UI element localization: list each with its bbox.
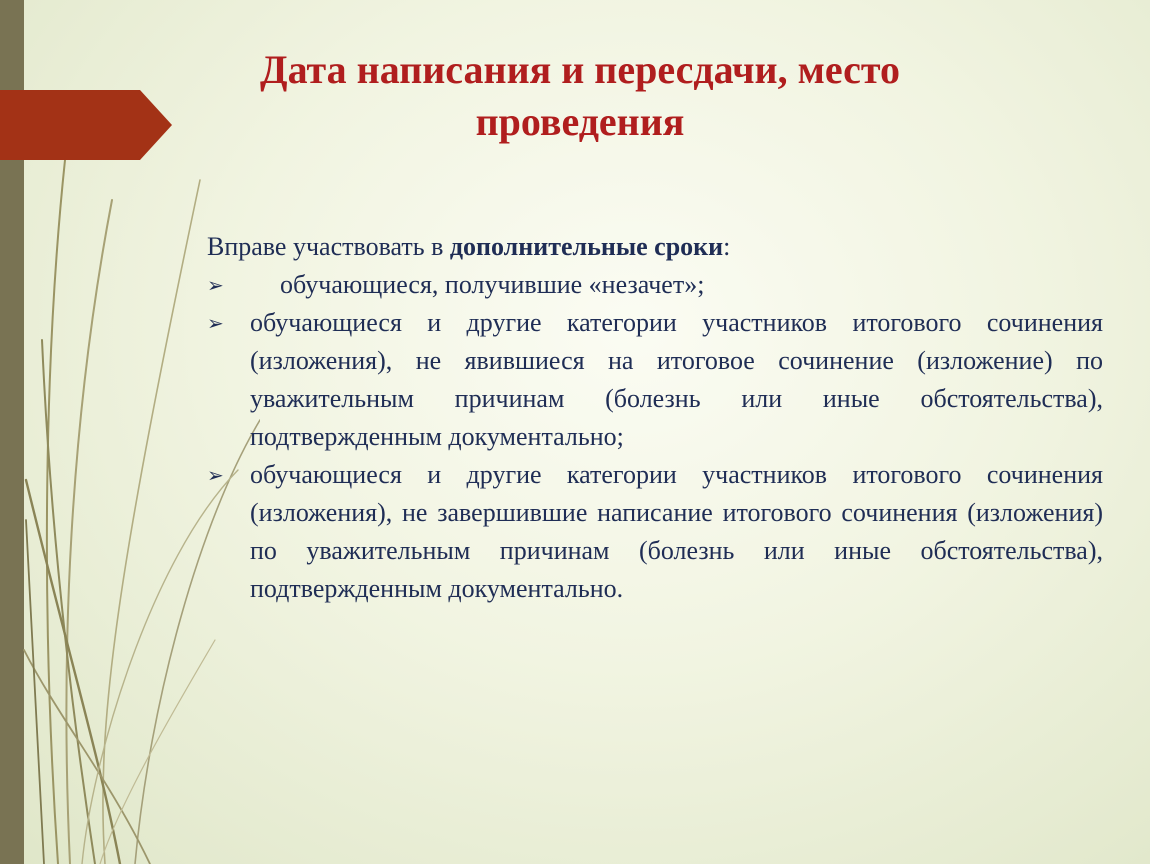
intro-line [207, 228, 1103, 266]
intro-suffix: : [723, 232, 731, 261]
slide-title: Дата написания и пересдачи, место проведения [260, 47, 900, 144]
list-item [207, 456, 1103, 608]
arrow-bullet-icon: ➢ [207, 273, 224, 297]
slide-body [207, 228, 1103, 608]
list-item-text: обучающиеся и другие категории участников итогового сочинения (изложения), не явившиеся на итоговое сочинение (изложение) по уважительным причинам (болезнь или иные обстоятельства), подтвержденным документально; [250, 308, 1103, 451]
list-item [207, 304, 1103, 456]
intro-emphasis: дополнительные сроки [449, 232, 724, 261]
list-item-text: обучающиеся, получившие «незачет»; [280, 270, 705, 299]
red-arrow-banner-icon [0, 90, 175, 160]
arrow-bullet-icon: ➢ [207, 311, 224, 335]
list-item [207, 266, 1103, 304]
arrow-bullet-icon: ➢ [207, 463, 224, 487]
bullet-list [207, 266, 1103, 608]
intro-prefix: Вправе участвовать в [207, 232, 450, 261]
list-item-text: обучающиеся и другие категории участников итогового сочинения (изложения), не завершившие написание итогового сочинения (изложения) по уважительным причинам (болезнь или иные обстоятельства), подтвержденным документально. [250, 460, 1103, 603]
